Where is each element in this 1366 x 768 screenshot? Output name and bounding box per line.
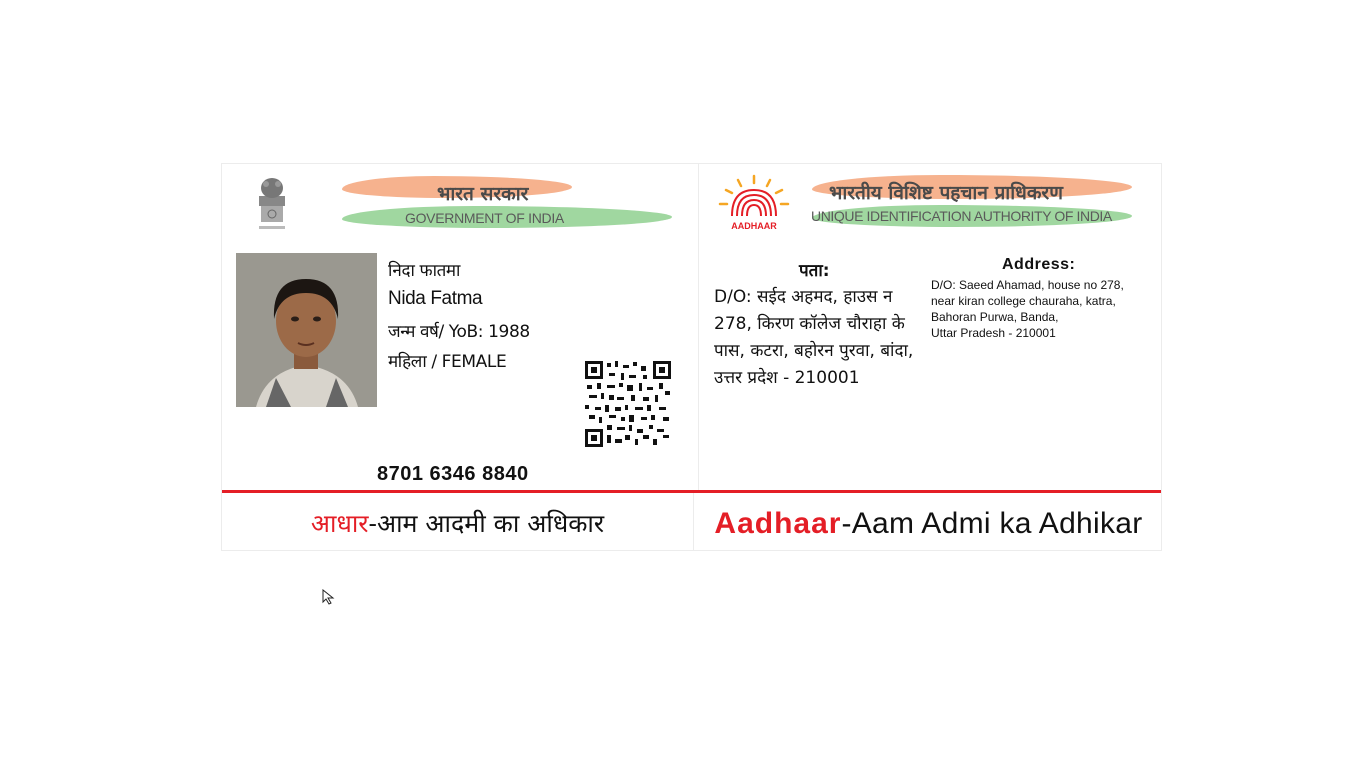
address-line: near kiran college chauraha, katra,: [931, 294, 1116, 308]
slogan-hindi-highlight: आधार: [310, 509, 369, 538]
address-line: D/O: Saeed Ahamad, house no 278,: [931, 278, 1124, 292]
aadhaar-card: [221, 163, 1162, 551]
mouse-cursor-icon: [322, 589, 336, 605]
address-hindi: D/O: सईद अहमद, हाउस न 278, किरण कॉलेज चौराहा के पास, कटरा, बहोरन पुरवा, बांदा, उत्तर प्रदेश - 210001: [714, 287, 914, 388]
address-line: Uttar Pradesh - 210001: [931, 326, 1056, 340]
slogan-hindi: [222, 506, 693, 540]
qr-code: [585, 361, 671, 447]
address-line: Bahoran Purwa, Banda,: [931, 310, 1059, 324]
slogan-english: [694, 507, 1163, 541]
address-label-english: Address:: [1002, 256, 1076, 273]
uidai-title-hindi: भारतीय विशिष्ट पहचान प्राधिकरण: [829, 182, 1063, 204]
red-separator: [222, 490, 1161, 493]
slogan-hindi-rest: -आम आदमी का अधिकार: [368, 509, 605, 538]
name-english: Nida Fatma: [388, 288, 483, 309]
gov-title-hindi: भारत सरकार: [437, 183, 529, 205]
aadhaar-number: 8701 6346 8840: [377, 463, 529, 485]
slogan-english-highlight: Aadhaar: [714, 507, 842, 540]
slogan-english-rest: -Aam Admi ka Adhikar: [841, 507, 1143, 540]
vertical-divider: [698, 164, 699, 490]
gender: महिला / FEMALE: [388, 352, 507, 372]
aadhaar-logo-text: AADHAAR: [731, 221, 777, 231]
year-of-birth: जन्म वर्ष/ YoB: 1988: [388, 322, 530, 342]
ashoka-emblem-icon: [255, 174, 289, 234]
gov-title-english: GOVERNMENT OF INDIA: [405, 210, 564, 226]
aadhaar-fingerprint-logo-icon: [716, 174, 792, 232]
holder-photo: [236, 253, 377, 407]
address-english: [931, 277, 1155, 341]
name-hindi: निदा फातमा: [388, 261, 461, 281]
uidai-title-english: UNIQUE IDENTIFICATION AUTHORITY OF INDIA: [811, 208, 1112, 224]
address-label-hindi: पता:: [799, 261, 830, 281]
